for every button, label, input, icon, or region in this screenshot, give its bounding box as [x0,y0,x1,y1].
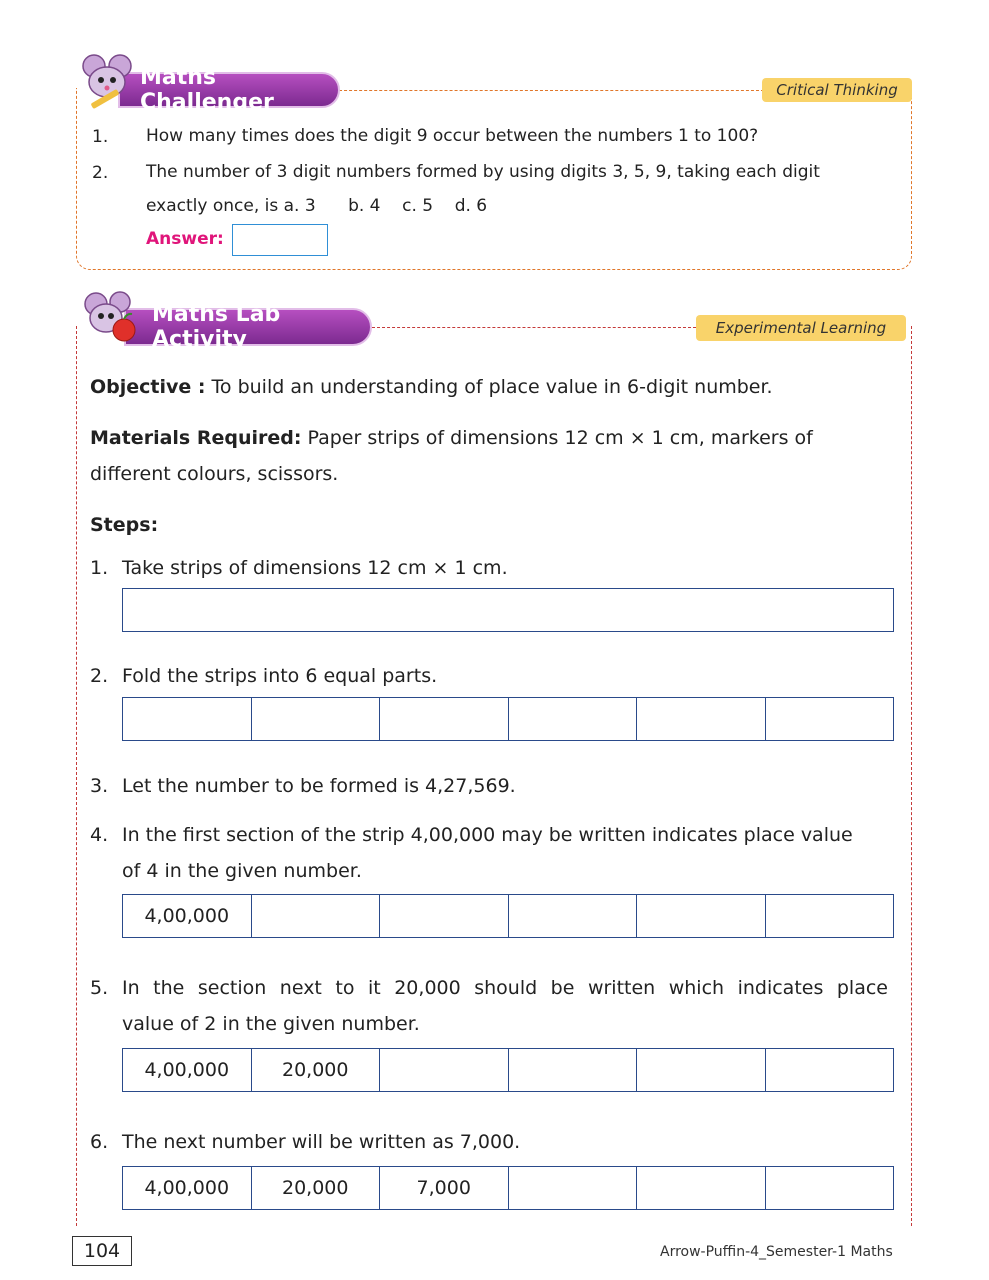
question-number: 1. [92,127,109,147]
lab-divider [372,327,696,328]
step-number: 4. [90,824,109,846]
answer-input[interactable] [232,224,328,256]
paper-strip-step4 [122,894,894,938]
strip-cell: 4,00,000 [123,1049,252,1091]
step-number: 3. [90,775,109,797]
step-text: In the first section of the strip 4,00,000 may be written indicates place value [122,824,853,846]
lab-title [124,302,372,352]
strip-cell [380,698,509,740]
challenger-title [118,65,340,115]
objective [90,369,773,405]
step-text-cont: of 4 in the given number. [122,860,362,882]
paper-strip-folded [122,697,894,741]
paper-strip-step6 [122,1166,894,1210]
strip-cell [766,698,894,740]
paper-strip-whole [122,588,894,632]
strip-cell: 20,000 [252,1167,381,1209]
materials-text-cont: different colours, scissors. [90,463,339,485]
strip-cell [380,895,509,937]
strip-cell [637,1167,766,1209]
strip-cell [380,1049,509,1091]
step-number: 1. [90,557,109,579]
step-text: In the section next to it 20,000 should be written which indicates place [122,977,888,999]
lab-title-text: Maths Lab Activity [152,302,281,352]
objective-text: To build an understanding of place value in 6-digit number. [205,376,773,398]
strip-cell [637,698,766,740]
strip-cell [766,1049,894,1091]
materials-text: Paper strips of dimensions 12 cm × 1 cm, markers of [301,427,813,449]
experimental-learning-tag-text: Experimental Learning [715,319,887,337]
question-text: The number of 3 digit numbers formed by using digits 3, 5, 9, taking each digit [146,162,820,182]
strip-cell: 7,000 [380,1167,509,1209]
challenger-title-text: Maths Challenger [140,65,274,115]
step-text: Take strips of dimensions 12 cm × 1 cm. [122,557,508,579]
strip-cell [766,1167,894,1209]
objective-label: Objective : [90,376,206,398]
step-number: 6. [90,1131,109,1153]
paper-strip-step5 [122,1048,894,1092]
strip-cell [123,698,252,740]
step-text-cont: value of 2 in the given number. [122,1013,420,1035]
step-number: 2. [90,665,109,687]
strip-cell: 4,00,000 [123,895,252,937]
answer-label: Answer: [146,229,224,249]
critical-thinking-tag [762,78,912,102]
strip-cell [509,698,638,740]
steps-label: Steps: [90,514,159,536]
step-text: The next number will be written as 7,000. [122,1131,521,1153]
step-text: Let the number to be formed is 4,27,569. [122,775,516,797]
experimental-learning-tag [696,315,906,341]
challenger-divider [334,90,764,91]
question-number: 2. [92,163,109,183]
materials-label: Materials Required: [90,427,302,449]
book-footer: Arrow-Puffin-4_Semester-1 Maths [660,1244,893,1260]
question-options: exactly once, is a. 3 b. 4 c. 5 d. 6 [146,196,488,216]
strip-cell [252,895,381,937]
strip-cell [509,1049,638,1091]
mouse-apple-icon [78,290,138,350]
step-number: 5. [90,977,109,999]
strip-cell [509,895,638,937]
strip-cell [766,895,894,937]
strip-cell: 4,00,000 [123,1167,252,1209]
strip-cell [252,698,381,740]
step-text: Fold the strips into 6 equal parts. [122,665,438,687]
strip-cell: 20,000 [252,1049,381,1091]
materials [90,420,888,456]
critical-thinking-tag-text: Critical Thinking [776,81,898,99]
strip-cell [637,895,766,937]
strip-cell [509,1167,638,1209]
strip-cell [637,1049,766,1091]
mouse-mascot-icon [76,52,136,112]
page-number: 104 [72,1236,132,1266]
question-text: How many times does the digit 9 occur between the numbers 1 to 100? [146,126,759,146]
